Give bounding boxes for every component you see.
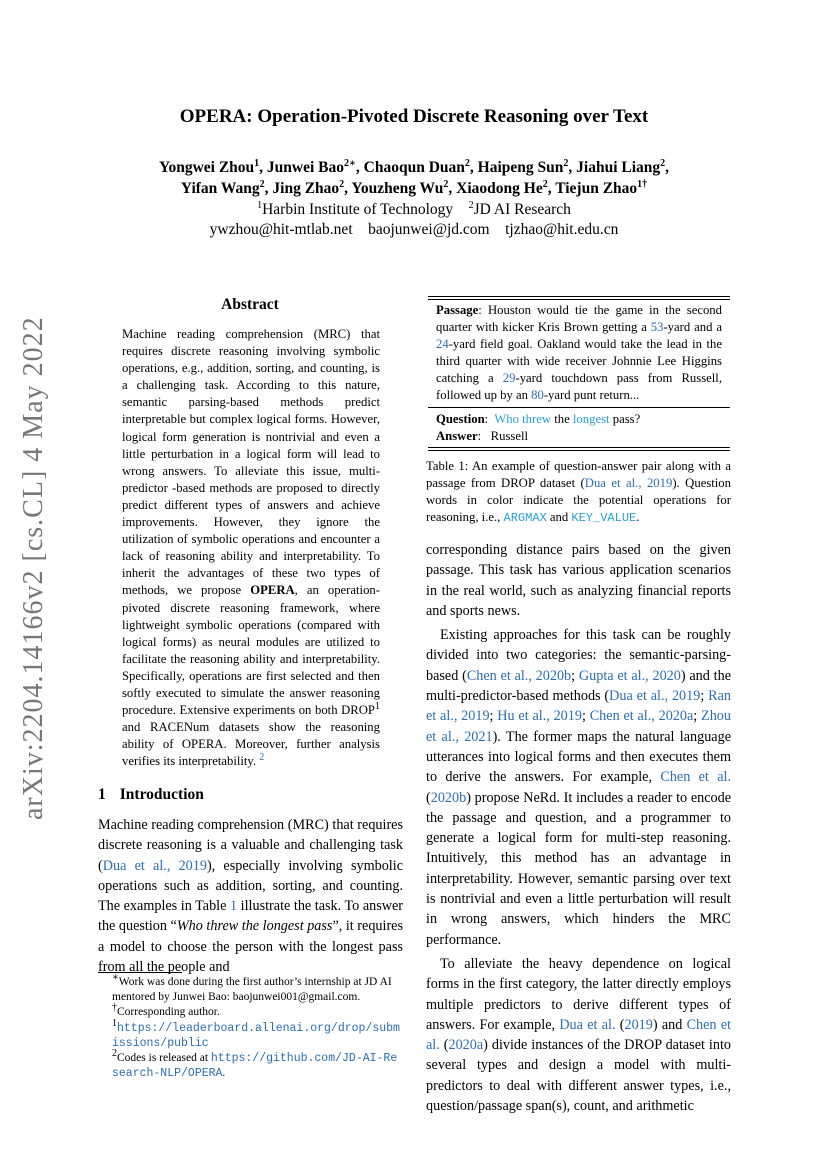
body-text: ( <box>439 1037 449 1054</box>
body-text: corresponding distance pairs based on the given passage. This task has various application scenarios in the real world, such as analyzing financial reports and sports news. <box>426 542 731 619</box>
citation-link[interactable]: 2020a <box>448 1037 484 1054</box>
author-name: Jiahui Liang <box>576 159 661 176</box>
abstract-text: and RACENum datasets show the reasoning ability of OPERA. Moreover, further analysis verifies its interpretability. <box>122 720 380 769</box>
answer-row <box>436 428 722 445</box>
passage-label: Passage <box>436 303 479 317</box>
body-text: illustrate the task. To answer the question “ <box>98 898 403 935</box>
question-label: Question <box>436 411 485 426</box>
arxiv-identifier: arXiv:2204.14166v2 [cs.CL] 4 May 2022 <box>18 316 49 820</box>
question-row <box>436 411 722 428</box>
footnote-text: Work was done during the first author’s internship at JD AI mentored by Junwei Bao: baojunwei001@gmail.com. <box>112 976 392 1004</box>
footnote <box>98 1002 403 1020</box>
body-text: Existing approaches for this task can be roughly divided into two categories: the semantic-parsing-based ( <box>426 627 731 684</box>
table-ref-link[interactable]: 1 <box>230 898 238 915</box>
passage-number: 24 <box>436 337 449 352</box>
citation-link[interactable]: Dua et al. <box>559 1016 616 1033</box>
citation-link[interactable]: Chen et al., 2020a <box>589 708 694 725</box>
body-text: To alleviate the heavy dependence on logical forms in the first category, the latter directly employs multiple predictors to derive different types of answers. For example, <box>426 955 731 1033</box>
separator: ; <box>693 708 702 725</box>
table-passage-cell <box>428 300 730 407</box>
citation-link[interactable]: Chen et al. <box>426 1016 731 1054</box>
institution: Harbin Institute of Technology <box>262 201 454 218</box>
citation-link[interactable]: Hu et al., 2019 <box>497 708 582 725</box>
author-name: Haipeng Sun <box>477 159 564 176</box>
affiliations <box>100 200 728 240</box>
footnote-rule <box>98 972 182 973</box>
question-colon: : <box>484 411 495 426</box>
footnote-mark: 1 <box>112 1017 117 1029</box>
passage-number: 29 <box>502 371 516 386</box>
body-paragraph <box>426 540 731 621</box>
question-text: pass? <box>609 411 641 426</box>
affiliation-mark: 1† <box>637 178 648 190</box>
citation-link[interactable]: 2019 <box>624 1016 653 1033</box>
author-list: Yongwei Zhou$^1$, Junwei Bao$^{2∗}$, Chaoqun Duan$^2$, Haipeng Sun$^2$, Jiahui Liang$^2$, Yifan Wang$^2$, Jing Zhao$^2$, Youzheng Wu$^2$, Xiaodong He$^2$, Tiejun Zhao$^{1\dagger}$ <box>158 157 670 197</box>
author-name: Youzheng Wu <box>351 180 444 197</box>
citation-link[interactable]: Ran et al., 2019 <box>426 688 731 725</box>
section-number: 1 <box>98 786 106 803</box>
author-name: Tiejun Zhao <box>555 180 638 197</box>
footnote <box>98 972 403 1005</box>
footnote-ref: 1 <box>375 700 380 712</box>
right-column-body <box>426 540 731 1116</box>
footnotes <box>98 972 403 1081</box>
footnote-mark: † <box>112 1002 117 1014</box>
table-caption <box>426 458 731 527</box>
passage-text: : Houston would tie the game in the second quarter with kicker Kris Brown getting a <box>436 303 722 335</box>
footnote-text: . <box>222 1067 226 1080</box>
footnote <box>98 1017 403 1051</box>
citation-link[interactable]: Dua et al., 2019 <box>609 688 701 705</box>
passage-text: -yard field goal. Oakland would take the lead in the third quarter with wide receiver Johnnie Lee Higgins catching a <box>436 337 722 386</box>
citation-link[interactable]: Chen et al., 2020b <box>466 667 572 684</box>
affiliation-mark: 1 <box>254 157 260 169</box>
passage-text: -yard and a <box>663 320 722 335</box>
passage-number: 80 <box>531 388 544 403</box>
author-emails: ywzhou@hit-mtlab.net baojunwei@jd.com tjzhao@hit.edu.cn <box>209 221 619 238</box>
footnote <box>98 1048 403 1081</box>
citation-link[interactable]: Dua et al., 2019 <box>584 476 673 491</box>
caption-text: Table 1: An example of question-answer pair along with a passage from DROP dataset ( <box>426 459 731 491</box>
citation-link[interactable]: Zhou et al., 2021 <box>426 708 731 745</box>
body-text: ) and <box>652 1016 687 1033</box>
footnote-text: Codes is released at <box>117 1052 211 1065</box>
abstract-heading: Abstract <box>221 296 279 313</box>
table-qa-cell <box>428 408 730 447</box>
citation-link[interactable]: Gupta et al., 2020 <box>578 667 681 684</box>
operation-name: ARGMAX <box>503 511 547 526</box>
method-name: OPERA <box>250 583 295 598</box>
answer-text: Russell <box>490 428 529 443</box>
passage-text: -yard touchdown pass from Russell, followed up by an <box>436 371 722 403</box>
author-name: Junwei Bao <box>266 159 344 176</box>
affiliation-mark: 2 <box>339 178 345 190</box>
citation-link[interactable]: 2020b <box>430 789 467 806</box>
footnote-link[interactable]: 2 <box>259 752 265 764</box>
affiliation-mark: 2 <box>344 157 349 169</box>
body-text: ) and the multi-predictor-based methods ( <box>426 667 731 705</box>
operation-name: KEY_VALUE <box>571 511 637 526</box>
table-bottom-rule <box>428 447 730 451</box>
body-text: ) propose NeRd. It includes a reader to encode the passage and question, and a programmer to generate a logical form for multi-step reasoning. Intuitively, this method has an advantage in interpretability. However, semantic parsing over text is nontrivial and even a little perturbation will result in wrong answers, which hinders the MRC performance. <box>426 789 731 948</box>
section-title: Introduction <box>119 786 204 803</box>
author-name: Yongwei Zhou <box>158 159 255 176</box>
footnote-url-link[interactable]: https://leaderboard.allenai.org/drop/submissions/public <box>112 1021 400 1050</box>
footnote-mark: ∗ <box>112 972 119 984</box>
abstract-text: Machine reading comprehension (MRC) that requires discrete reasoning involving symbolic operations, e.g., addition, sorting, and counting, is a challenging task. According to this nature, semantic parsing-based methods predict interpretable but complex logical forms. However, logical form generation is nontrivial and even a little perturbation in a logical form will lead to wrong answers. To alleviate this issue, multi-predictor -based methods are proposed to directly predict different types of answers and achieve improvements. However, they ignore the utilization of symbolic operations and encounter a lack of reasoning ability and interpretability. To inherit the advantages of these two types of methods, we propose <box>122 327 380 598</box>
caption-text: ). Question words in color indicate the potential operations for reasoning, i.e., <box>426 476 731 525</box>
body-text: ( <box>426 789 431 806</box>
footnote-url-link[interactable]: https://github.com/JD-AI-Research-NLP/OPERA <box>112 1052 398 1081</box>
body-paragraph <box>426 625 731 950</box>
affiliation-mark: 1 <box>257 199 263 211</box>
abstract-text: , an operation-pivoted discrete reasoning framework, where lightweight symbolic operations (compared with logical forms) as neural modules are utilized to facilitate the reasoning ability and interpretability. Specifically, operations are first selected and then softly executed to simulate the answer reasoning procedure. Extensive experiments on both DROP <box>122 583 380 718</box>
operation-word: longest <box>572 411 610 426</box>
footnote-mark: 2 <box>112 1048 117 1060</box>
caption-text: and <box>546 510 572 525</box>
body-text: ) divide instances of the DROP dataset into several types and design a model with multi-predictors to deal with different answer types, i.e., question/passage span(s), count, and arithmetic <box>426 1037 731 1115</box>
citation-link[interactable]: Chen et al. <box>660 769 731 786</box>
example-table <box>428 296 730 451</box>
body-text: ). The former maps the natural language utterances into logical forms and then executes them to derive the answers. For example, <box>426 728 731 786</box>
author-name: Jing Zhao <box>272 180 340 197</box>
affiliation-mark: 2 <box>660 157 666 169</box>
affiliation-mark: 2 <box>542 178 548 190</box>
author-name: Yifan Wang <box>180 180 260 197</box>
quoted-question: Who threw the longest pass <box>176 918 333 935</box>
abstract-body <box>122 326 380 770</box>
footnote-mark: ∗ <box>349 157 356 169</box>
separator: ; <box>571 667 579 684</box>
affiliation-mark: 2 <box>464 157 470 169</box>
affiliation-mark: 2 <box>443 178 449 190</box>
separator: ; <box>489 708 498 725</box>
passage-text: -yard punt return... <box>543 388 640 403</box>
affiliation-mark: 2 <box>259 178 265 190</box>
section-heading <box>98 786 204 804</box>
answer-label: Answer <box>436 428 478 443</box>
question-text: the <box>551 411 573 426</box>
affiliation-mark: 2 <box>468 199 474 211</box>
author-name: Chaoqun Duan <box>363 159 465 176</box>
author-name: Xiaodong He <box>456 180 543 197</box>
separator: ; <box>700 688 709 705</box>
answer-colon: : <box>477 428 491 443</box>
affiliation-mark: 2 <box>563 157 569 169</box>
operation-word: Who threw <box>494 411 552 426</box>
body-text: ( <box>615 1016 625 1033</box>
body-paragraph <box>426 954 731 1116</box>
separator: ; <box>581 708 590 725</box>
body-text: ”, it requires a model to choose the person with the longest pass from all the people and <box>98 918 404 976</box>
intro-paragraph <box>98 815 403 977</box>
passage-number: 53 <box>650 320 664 335</box>
body-text: ), especially involving symbolic operations such as addition, sorting, and counting. The examples in Table <box>98 857 403 915</box>
caption-text: . <box>636 510 640 525</box>
institution: JD AI Research <box>473 201 571 218</box>
paper-title: OPERA: Operation-Pivoted Discrete Reasoning over Text <box>179 106 649 127</box>
body-text: Machine reading comprehension (MRC) that requires discrete reasoning is a valuable and challenging task ( <box>98 817 403 874</box>
citation-link[interactable]: Dua et al., 2019 <box>102 857 207 874</box>
footnote-text: Corresponding author. <box>117 1006 220 1019</box>
